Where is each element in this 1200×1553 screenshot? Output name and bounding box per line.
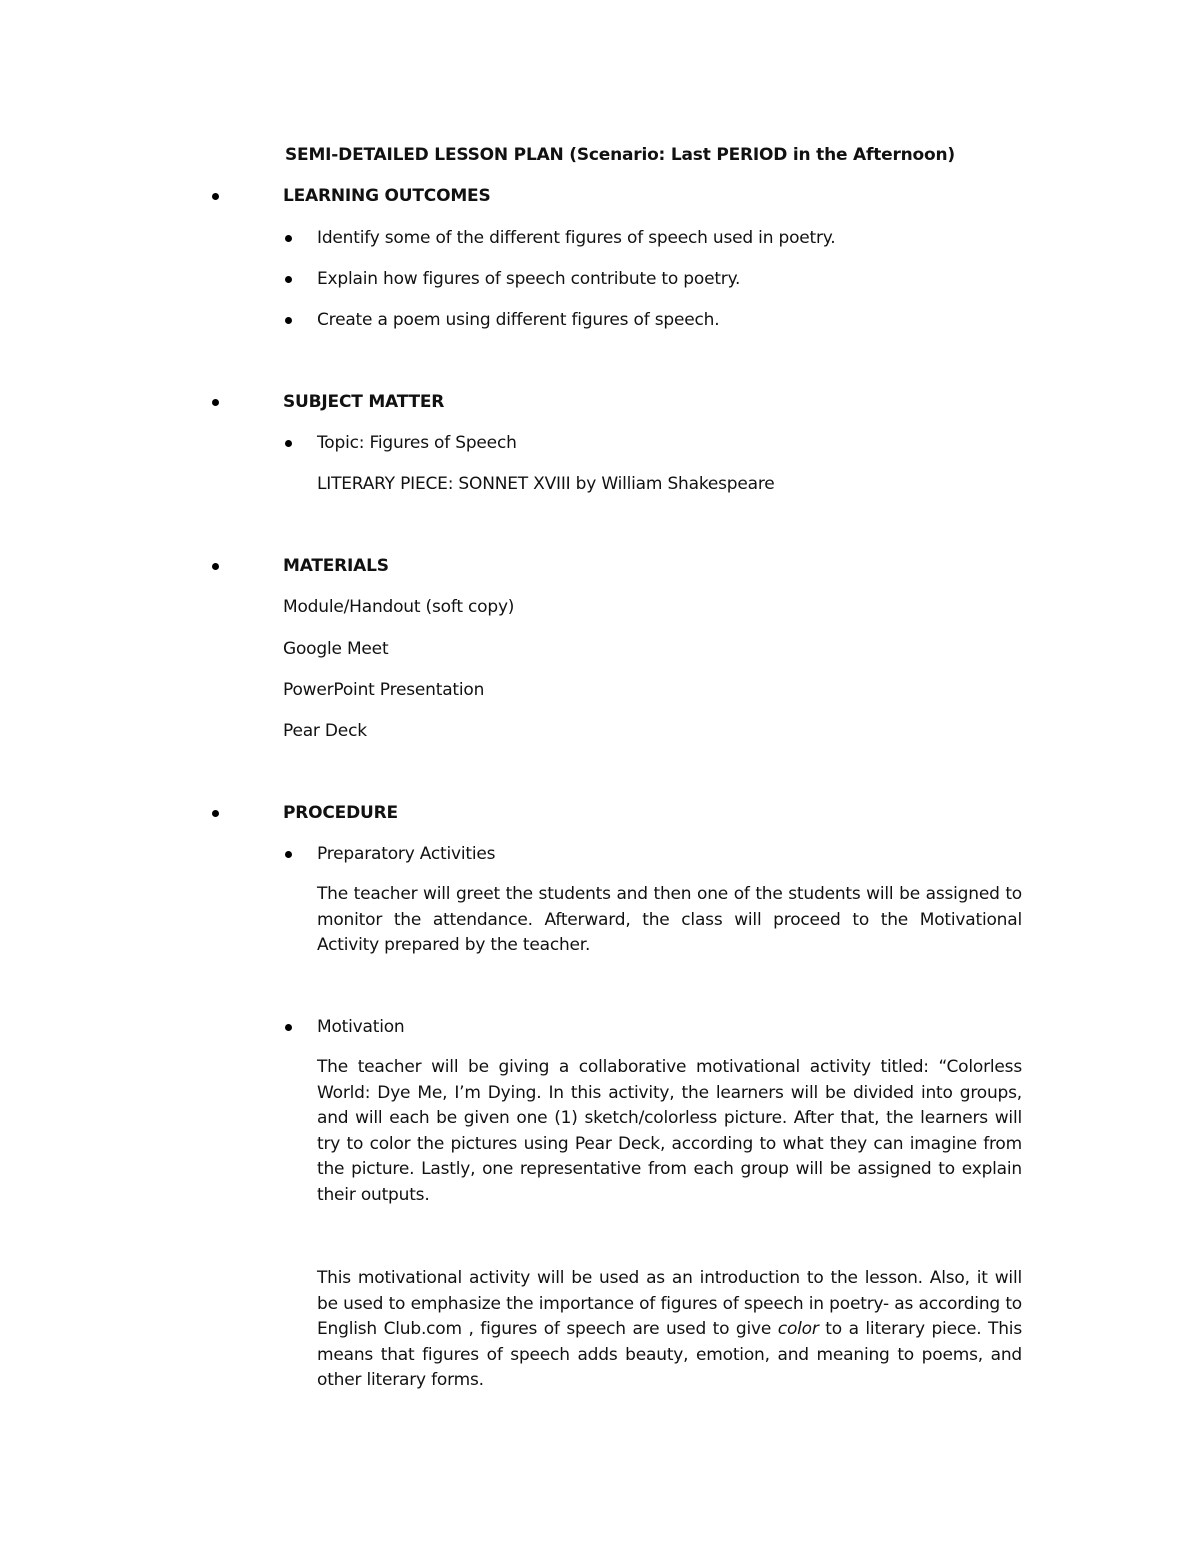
materials-heading: MATERIALS <box>283 556 389 576</box>
topic-text: Topic: Figures of Speech <box>317 433 517 453</box>
bullet <box>285 1024 292 1031</box>
motivation-text-2-end: to a literary piece. This means that figures of speech adds beauty, emotion, and meaning to poems, and other literary forms. <box>317 1319 1022 1390</box>
material-item: PowerPoint Presentation <box>283 680 485 700</box>
literary-piece-text: LITERARY PIECE: SONNET XVIII by William Shakespeare <box>317 474 775 494</box>
motivation-text-2-start: This motivational activity will be used as an introduction to the lesson. Also, it will be used to emphasize the importance of figures of speech in poetry- as according to English Club.com , figures of speech are used to give <box>317 1268 1022 1339</box>
bullet <box>285 440 292 447</box>
motivation-text-2-italic: color <box>777 1319 819 1339</box>
material-item: Module/Handout (soft copy) <box>283 597 515 617</box>
motivation-text-2 <box>317 1266 1022 1394</box>
motivation-text: The teacher will be giving a collaborative motivational activity titled: “Colorless World: Dye Me, I’m Dying. In this activity, the learners will be divided into groups, and will each be given one (1) sketch/colorless picture. After that, the learners will try to color the pictures using Pear Deck, according to what they can imagine from the picture. Lastly, one representative from each group will be assigned to explain their outputs. <box>317 1057 1022 1205</box>
bullet <box>212 563 219 570</box>
procedure-heading: PROCEDURE <box>283 803 398 823</box>
material-item: Google Meet <box>283 639 389 659</box>
subject-matter-heading: SUBJECT MATTER <box>283 392 445 412</box>
preparatory-activities-label: Preparatory Activities <box>317 844 496 864</box>
outcome-item: Create a poem using different figures of speech. <box>317 310 720 330</box>
bullet <box>212 193 219 200</box>
bullet <box>285 851 292 858</box>
outcome-item: Identify some of the different figures of speech used in poetry. <box>317 228 836 248</box>
bullet <box>212 399 219 406</box>
bullet <box>285 317 292 324</box>
page-title: SEMI-DETAILED LESSON PLAN (Scenario: Last PERIOD in the Afternoon) <box>285 145 955 165</box>
material-item: Pear Deck <box>283 721 367 741</box>
bullet <box>285 235 292 242</box>
motivation-label: Motivation <box>317 1017 405 1037</box>
learning-outcomes-heading: LEARNING OUTCOMES <box>283 186 491 206</box>
outcome-item: Explain how figures of speech contribute to poetry. <box>317 269 741 289</box>
bullet <box>285 276 292 283</box>
preparatory-activities-text: The teacher will greet the students and then one of the students will be assigned to monitor the attendance. Afterward, the class will proceed to the Motivational Activity prepared by the teacher. <box>317 884 1022 955</box>
bullet <box>212 810 219 817</box>
